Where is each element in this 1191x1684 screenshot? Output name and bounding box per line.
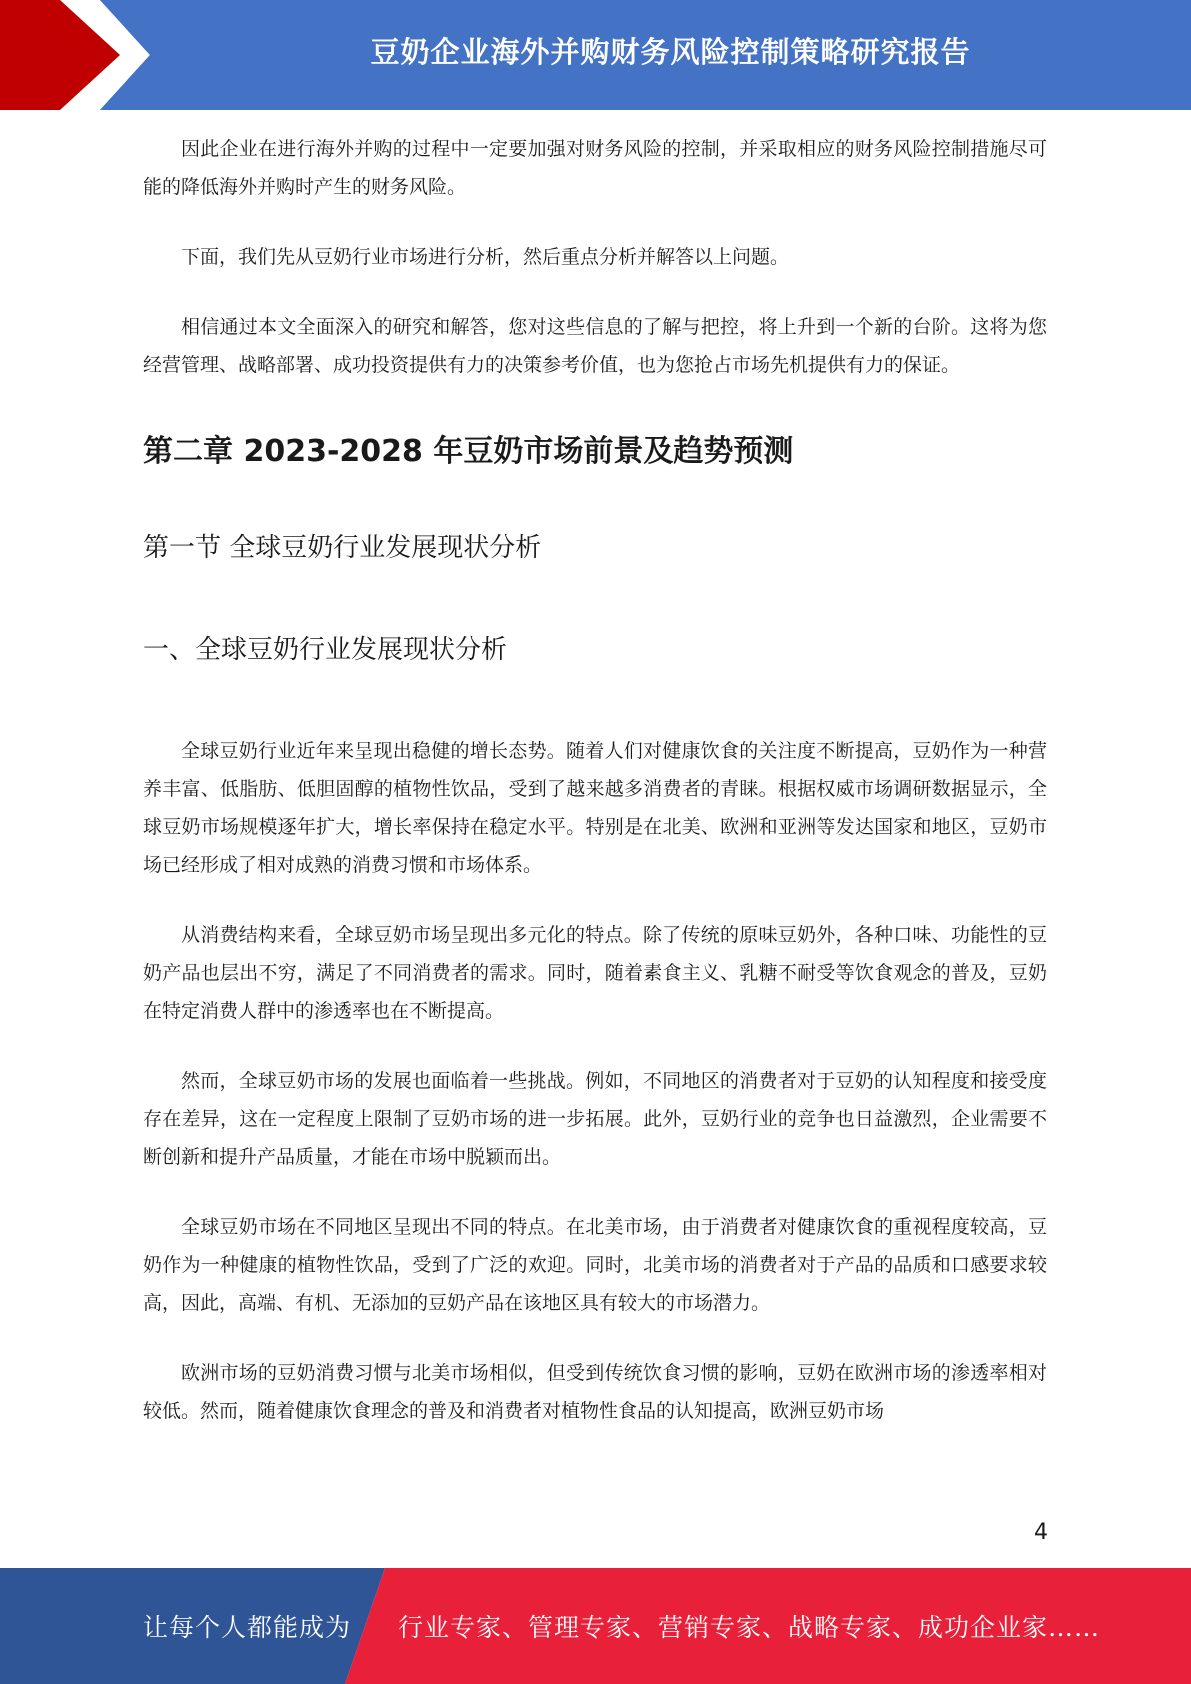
section-heading: 第一节 全球豆奶行业发展现状分析 [143,533,542,563]
body-paragraph: 然而，全球豆奶市场的发展也面临着一些挑战。例如，不同地区的消费者对于豆奶的认知程度和接受度存在差异，这在一定程度上限制了豆奶市场的进一步拓展。此外，豆奶行业的竞争也日益激烈，企业需要不断创新和提升产品质量，才能在市场中脱颖而出。 [143,1070,1047,1168]
body-paragraph: 全球豆奶行业近年来呈现出稳健的增长态势。随着人们对健康饮食的关注度不断提高，豆奶作为一种营养丰富、低脂肪、低胆固醇的植物性饮品，受到了越来越多消费者的青睐。根据权威市场调研数据显示，全球豆奶市场规模逐年扩大，增长率保持在稳定水平。特别是在北美、欧洲和亚洲等发达国家和地区，豆奶市场已经形成了相对成熟的消费习惯和市场体系。 [143,740,1047,876]
body-paragraph: 全球豆奶市场在不同地区呈现出不同的特点。在北美市场，由于消费者对健康饮食的重视程度较高，豆奶作为一种健康的植物性饮品，受到了广泛的欢迎。同时，北美市场的消费者对于产品的品质和口感要求较高，因此，高端、有机、无添加的豆奶产品在该地区具有较大的市场潜力。 [143,1216,1047,1314]
body-paragraph: 欧洲市场的豆奶消费习惯与北美市场相似，但受到传统饮食习惯的影响，豆奶在欧洲市场的渗透率相对较低。然而，随着健康饮食理念的普及和消费者对植物性食品的认知提高，欧洲豆奶市场 [143,1362,1047,1422]
page-content [143,130,1047,1462]
intro-paragraph: 相信通过本文全面深入的研究和解答，您对这些信息的了解与把控，将上升到一个新的台阶。这将为您经营管理、战略部署、成功投资提供有力的决策参考价值，也为您抢占市场先机提供有力的保证。 [143,316,1047,376]
page-number: 4 [1034,1520,1048,1545]
footer-slogan-left: 让每个人都能成为 [143,1613,352,1642]
subsection-heading: 一、全球豆奶行业发展现状分析 [143,635,508,665]
page-footer [0,1568,1191,1684]
intro-paragraph: 下面，我们先从豆奶行业市场进行分析，然后重点分析并解答以上问题。 [181,246,790,268]
intro-paragraph: 因此企业在进行海外并购的过程中一定要加强对财务风险的控制，并采取相应的财务风险控制措施尽可能的降低海外并购时产生的财务风险。 [143,138,1047,198]
chapter-heading: 第二章 2023-2028 年豆奶市场前景及趋势预测 [143,434,794,469]
page-header [0,0,1191,110]
report-title: 豆奶企业海外并购财务风险控制策略研究报告 [370,34,971,69]
footer-slogan-right: 行业专家、管理专家、营销专家、战略专家、成功企业家…… [398,1613,1101,1642]
body-paragraph: 从消费结构来看，全球豆奶市场呈现出多元化的特点。除了传统的原味豆奶外，各种口味、功能性的豆奶产品也层出不穷，满足了不同消费者的需求。同时，随着素食主义、乳糖不耐受等饮食观念的普及，豆奶在特定消费人群中的渗透率也在不断提高。 [143,924,1047,1022]
